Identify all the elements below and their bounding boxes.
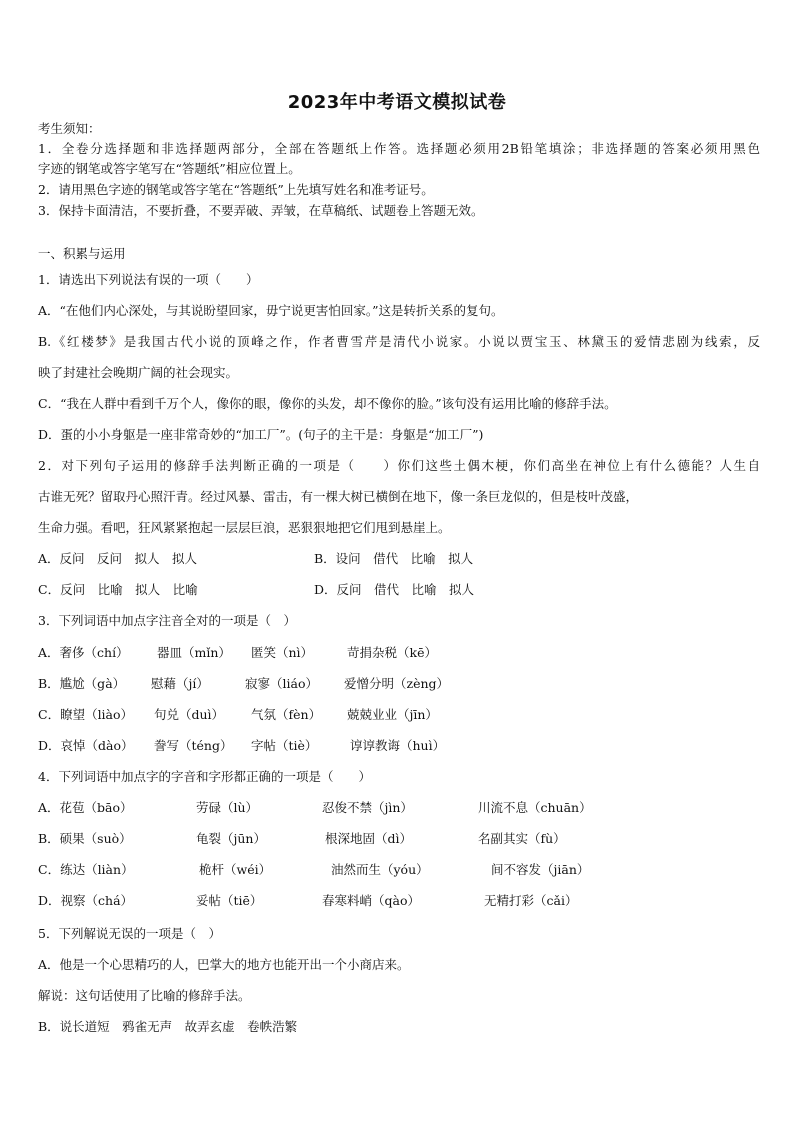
q2-option-b: B．设问 借代 比喻 拟人 — [314, 551, 474, 566]
q2-option-d: D．反问 借代 比喻 拟人 — [314, 582, 475, 597]
q4-a-2: 劳碌（lù） — [196, 800, 259, 815]
q3-c-1: C．瞭望（liào） — [38, 707, 134, 722]
notice-item-1-cont: 字迹的钢笔或答字笔写在“答题纸”相应位置上。 — [38, 161, 301, 176]
q4-a-3: 忍俊不禁（jìn） — [322, 800, 413, 815]
q1-option-b: B.《红楼梦》是我国古代小说的顶峰之作，作者曹雪芹是清代小说家。小说以贾宝玉、林黛玉的爱情悲剧为线索，反 — [38, 334, 760, 349]
q3-b-3: 寂寥（liáo） — [245, 676, 318, 691]
q3-c-2: 句兑（duì） — [154, 707, 225, 722]
notice-item-3: 3．保持卡面清洁，不要折叠，不要弄破、弄皱，在草稿纸、试题卷上答题无效。 — [38, 203, 484, 218]
q3-b-4: 爱憎分明（zèng） — [344, 676, 450, 691]
q2-stem-2: 古谁无死？留取丹心照汗青。经过风暴、雷击，有一棵大树已横倒在地下，像一条巨龙似的，但是枝叶茂盛， — [38, 489, 639, 504]
page-title: 2023年中考语文模拟试卷 — [287, 92, 507, 113]
q2-stem-1: 2．对下列句子运用的修辞手法判断正确的一项是（ ）你们这些土偶木梗，你们高坐在神位上有什么德能？人生自 — [38, 458, 760, 473]
q1-stem: 1．请选出下列说法有误的一项（ ） — [38, 272, 259, 287]
q1-option-b-cont: 映了封建社会晚期广阔的社会现实。 — [38, 365, 239, 380]
q3-d-3: 字帖（tiè） — [251, 738, 318, 753]
q4-a-1: A．花苞（bāo） — [38, 800, 133, 815]
section-heading: 一、积累与运用 — [38, 246, 126, 261]
q2-option-c: C．反问 比喻 拟人 比喻 — [38, 582, 198, 597]
q3-a-1: A．奢侈（chí） — [38, 645, 129, 660]
q3-stem: 3．下列词语中加点字注音全对的一项是（ ） — [38, 613, 296, 628]
q4-d-4: 无精打彩（cǎi） — [484, 893, 578, 908]
q2-option-a: A．反问 反问 拟人 拟人 — [38, 551, 198, 566]
q4-c-2: 桅杆（wéi） — [199, 862, 272, 877]
q1-option-c: C．“我在人群中看到千万个人，像你的眼，像你的头发，却不像你的脸。”该句没有运用比喻的修辞手法。 — [38, 396, 617, 411]
q5-option-b: B．说长道短 鸦雀无声 故弄玄虚 卷帙浩繁 — [38, 1019, 298, 1034]
q4-c-1: C．练达（liàn） — [38, 862, 134, 877]
q5-stem: 5．下列解说无误的一项是（ ） — [38, 926, 221, 941]
notice-item-1: 1．全卷分选择题和非选择题两部分，全部在答题纸上作答。选择题必须用2B铅笔填涂；非选择题的答案必须用黑色 — [38, 141, 760, 156]
q5-option-a: A．他是一个心思精巧的人，巴掌大的地方也能开出一个小商店来。 — [38, 957, 410, 972]
q1-option-d: D．蛋的小小身躯是一座非常奇妙的“加工厂”。(句子的主干是：身躯是“加工厂”) — [38, 427, 484, 442]
q4-b-1: B．硕果（suò） — [38, 831, 132, 846]
q3-c-3: 气氛（fèn） — [251, 707, 322, 722]
q3-c-4: 兢兢业业（jīn） — [347, 707, 438, 722]
q4-d-1: D．视察（chá） — [38, 893, 134, 908]
q1-option-a: A．“在他们内心深处，与其说盼望回家，毋宁说更害怕回家。”这是转折关系的复句。 — [38, 303, 504, 318]
q4-a-4: 川流不息（chuān） — [478, 800, 592, 815]
q4-c-3: 油然而生（yóu） — [331, 862, 429, 877]
q4-b-3: 根深地固（dì） — [325, 831, 412, 846]
q3-a-4: 苛捐杂税（kē） — [347, 645, 437, 660]
q4-c-4: 间不容发（jiān） — [491, 862, 590, 877]
q4-d-3: 春寒料峭（qào） — [322, 893, 420, 908]
q3-a-3: 匿笑（nì） — [251, 645, 314, 660]
q3-b-2: 慰藉（jí） — [151, 676, 209, 691]
q4-stem: 4．下列词语中加点字的字音和字形都正确的一项是（ ） — [38, 769, 371, 784]
q3-a-2: 器皿（mǐn） — [157, 645, 231, 660]
q3-b-1: B．尴尬（gà） — [38, 676, 126, 691]
q3-d-1: D．哀悼（dào） — [38, 738, 134, 753]
q2-stem-3: 生命力强。看吧，狂风紧紧抱起一层层巨浪，恶狠狠地把它们甩到悬崖上。 — [38, 520, 451, 535]
q3-d-4: 谆谆教诲（huì） — [350, 738, 446, 753]
q4-b-4: 名副其实（fù） — [478, 831, 566, 846]
q4-d-2: 妥帖（tiē） — [196, 893, 263, 908]
notice-item-2: 2．请用黑色字迹的钢笔或答字笔在“答题纸”上先填写姓名和准考证号。 — [38, 182, 434, 197]
q5-explanation: 解说：这句话使用了比喻的修辞手法。 — [38, 988, 251, 1003]
q4-b-2: 龟裂（jūn） — [196, 831, 266, 846]
notice-heading: 考生须知： — [38, 121, 101, 136]
q3-d-2: 誊写（téng） — [154, 738, 233, 753]
